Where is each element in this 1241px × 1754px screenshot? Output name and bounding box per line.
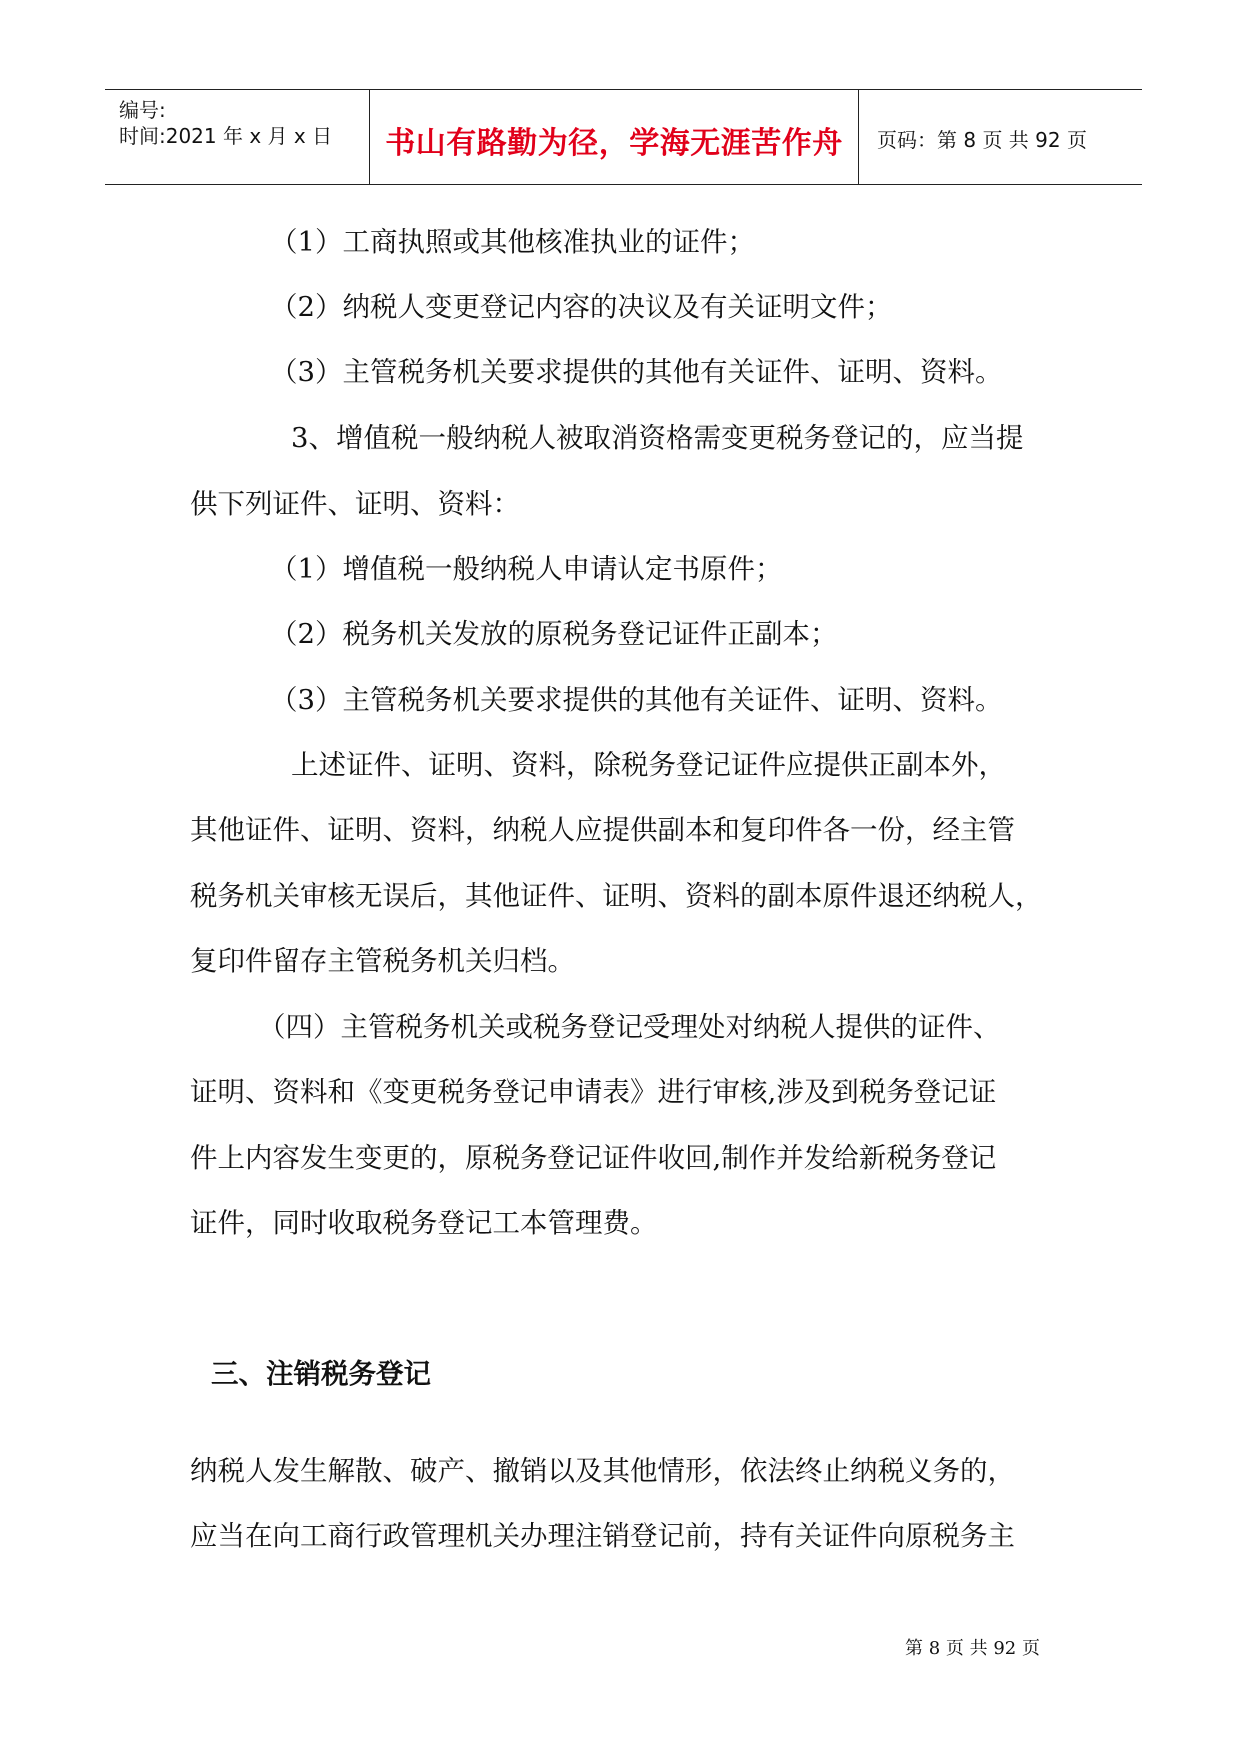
section-line: 纳税人发生解散、破产、撤销以及其他情形，依法终止纳税义务的， (190, 1455, 1015, 1487)
header-page-cell (859, 90, 1142, 184)
body-line: 3、增值税一般纳税人被取消资格需变更税务登记的，应当提 (291, 422, 1024, 454)
body-line: 证明、资料和《变更税务登记申请表》进行审核,涉及到税务登记证 (190, 1076, 997, 1108)
body-line: 税务机关审核无误后，其他证件、证明、资料的副本原件退还纳税人， (190, 880, 1043, 912)
header-motto-cell (369, 90, 859, 184)
body-line: 证件，同时收取税务登记工本管理费。 (190, 1207, 658, 1239)
page-header (105, 89, 1142, 185)
header-page-number: 页码：第 8 页 共 92 页 (877, 128, 1087, 152)
header-meta-cell (105, 90, 369, 184)
body-line: （1）工商执照或其他核准执业的证件； (270, 226, 755, 258)
body-line: （2）税务机关发放的原税务登记证件正副本； (270, 618, 838, 650)
document-date-label: 时间:2021 年 x 月 x 日 (119, 124, 333, 148)
body-line: 件上内容发生变更的，原税务登记证件收回,制作并发给新税务登记 (190, 1142, 997, 1174)
body-line: （四）主管税务机关或税务登记受理处对纳税人提供的证件、 (258, 1011, 1001, 1043)
body-line: 上述证件、证明、资料，除税务登记证件应提供正副本外， (291, 749, 1006, 781)
body-line: 复印件留存主管税务机关归档。 (190, 945, 575, 977)
body-line: （3）主管税务机关要求提供的其他有关证件、证明、资料。 (270, 684, 1003, 716)
section-line: 应当在向工商行政管理机关办理注销登记前，持有关证件向原税务主 (190, 1520, 1015, 1552)
body-line: （3）主管税务机关要求提供的其他有关证件、证明、资料。 (270, 356, 1003, 388)
footer-page-number: 第 8 页 共 92 页 (905, 1638, 1040, 1659)
body-line: （1）增值税一般纳税人申请认定书原件； (270, 553, 783, 585)
section-heading: 三、注销税务登记 (211, 1358, 431, 1390)
document-number-label: 编号: (119, 98, 166, 122)
body-line: 其他证件、证明、资料，纳税人应提供副本和复印件各一份，经主管 (190, 814, 1015, 846)
body-line: （2）纳税人变更登记内容的决议及有关证明文件； (270, 291, 893, 323)
body-line: 供下列证件、证明、资料： (190, 488, 520, 520)
header-motto: 书山有路勤为径，学海无涯苦作舟 (385, 126, 843, 161)
